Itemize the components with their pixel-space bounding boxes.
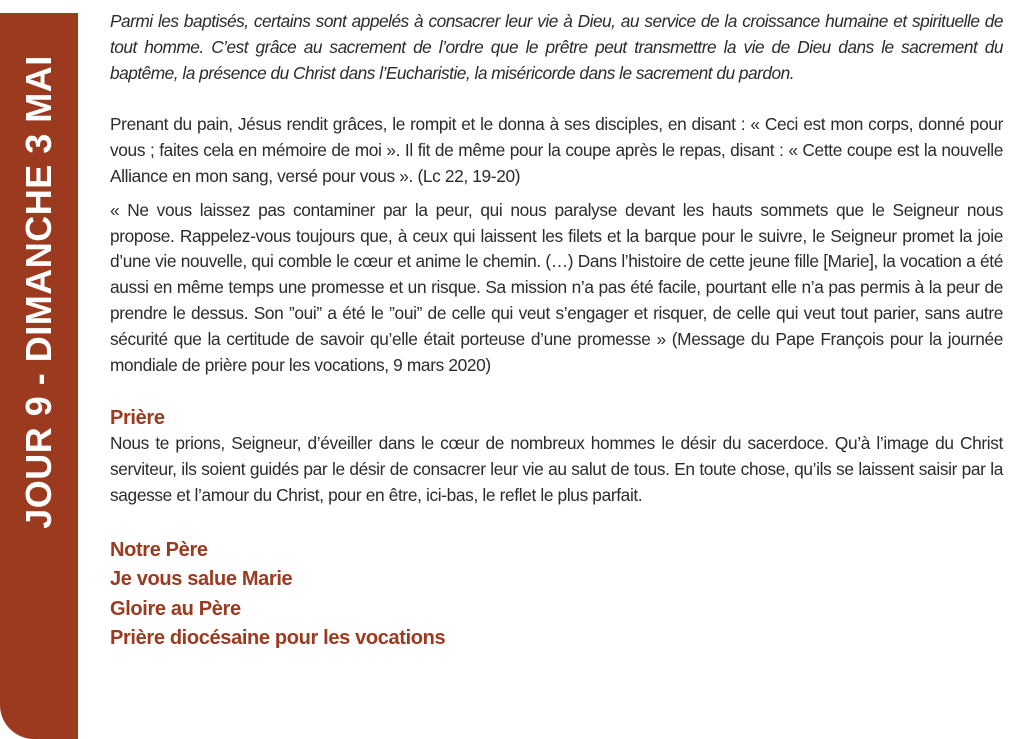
side-title: JOUR 9 - DIMANCHE 3 MAI [18,55,59,529]
closing-prayer-item: Notre Père [110,538,208,561]
closing-prayers-list [110,536,1003,654]
gospel-verse: Prenant du pain, Jésus rendit grâces, le rompit et le donna à ses disciples, en disant : « Ceci est mon corps, donné pour vous ; faites cela en mémoire de moi ». Il fit de même pour la coupe après le repas, disant : « Cette coupe est la nouvelle Alliance en mon sang, versé pour vous ». (Lc 22, 19-20) [110,114,1003,186]
pope-quote: « Ne vous laissez pas contaminer par la peur, qui nous paralyse devant les hauts sommets que le Seigneur nous propose. Rappelez-vous toujours que, à ceux qui laissent les filets et la barque pour le suivre, le Seigneur promet la joie d’une vie nouvelle, qui comble le cœur et anime le chemin. (…) Dans l’histoire de cette jeune fille [Marie], la vocation a été aussi en même temps une promesse et un risque. Sa mission n’a pas été facile, pourtant elle n’a pas permis à la peur de prendre le dessus. Son ”oui” a été le ”oui” de celle qui veut s’engager et risquer, de celle qui veut tout parier, sans autre sécurité que la certitude de savoir qu’elle était porteuse d’une promesse » (Message du Pape François pour la journée mondiale de prière pour les vocations, 9 mars 2020) [110,199,1003,375]
prayer-heading: Prière [110,407,165,430]
page-content [110,9,1003,654]
closing-prayer-item: Gloire au Père [110,597,241,620]
closing-prayer-item: Prière diocésaine pour les vocations [110,627,446,650]
closing-prayer-item: Je vous salue Marie [110,568,293,591]
intro-paragraph: Parmi les baptisés, certains sont appelés à consacrer leur vie à Dieu, au service de la croissance humaine et spirituelle de tout homme. C’est grâce au sacrement de l’ordre que le prêtre peut transmettre la vie de Dieu dans le sacrement du baptême, la présence du Christ dans l’Eucharistie, la miséricorde dans le sacrement du pardon. [110,11,1003,83]
prayer-text: Nous te prions, Seigneur, d’éveiller dans le cœur de nombreux hommes le désir du sacerdoce. Qu’à l’image du Christ serviteur, ils soient guidés par le désir de consacrer leur vie au salut de tous. En toute chose, qu’ils se laissent saisir par la sagesse et l’amour du Christ, pour en être, ici-bas, le reflet le plus parfait. [110,433,1003,505]
